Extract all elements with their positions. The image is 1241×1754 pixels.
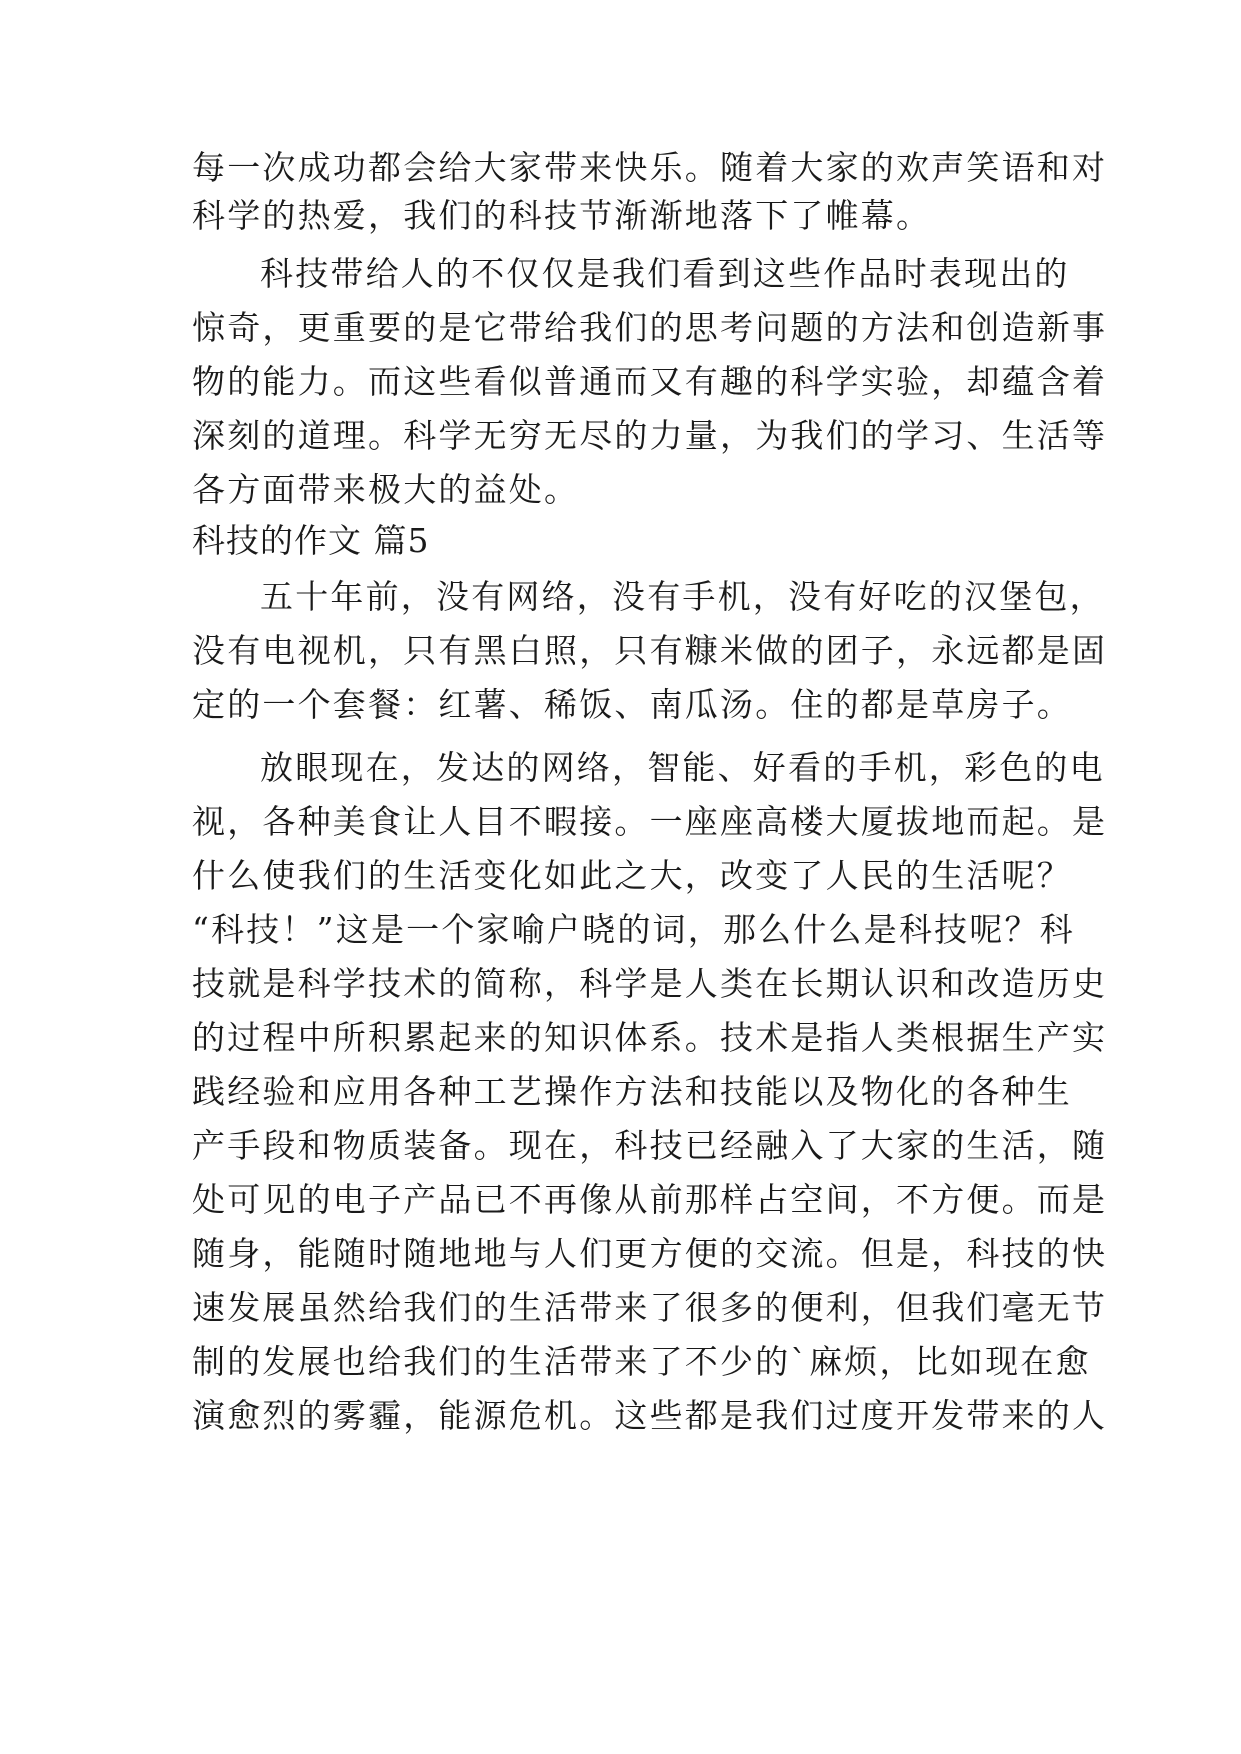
text-line: 的过程中所积累起来的知识体系。技术是指人类根据生产实 xyxy=(192,1018,1108,1057)
text-line: 什么使我们的生活变化如此之大，改变了人民的生活呢？ xyxy=(192,856,1072,895)
text-line: 放眼现在，发达的网络，智能、好看的手机，彩色的电 xyxy=(260,748,1105,787)
text-line: 五十年前，没有网络，没有手机，没有好吃的汉堡包， xyxy=(260,577,1105,616)
text-line: 处可见的电子产品已不再像从前那样占空间，不方便。而是 xyxy=(192,1180,1108,1219)
text-line: 每一次成功都会给大家带来快乐。随着大家的欢声笑语和对 xyxy=(192,148,1108,187)
text-line: 科技带给人的不仅仅是我们看到这些作品时表现出的 xyxy=(260,254,1070,293)
text-line: 践经验和应用各种工艺操作方法和技能以及物化的各种生 xyxy=(192,1072,1072,1111)
text-line: 技就是科学技术的简称，科学是人类在长期认识和改造历史 xyxy=(192,964,1108,1003)
text-line: 物的能力。而这些看似普通而又有趣的科学实验，却蕴含着 xyxy=(192,362,1108,401)
text-line: 科学的热爱，我们的科技节渐渐地落下了帷幕。 xyxy=(192,196,932,235)
text-line: 制的发展也给我们的生活带来了不少的`麻烦，比如现在愈 xyxy=(192,1342,1091,1381)
text-line: 视，各种美食让人目不暇接。一座座高楼大厦拔地而起。是 xyxy=(192,802,1108,841)
text-line: “科技！”这是一个家喻户晓的词，那么什么是科技呢？科 xyxy=(192,910,1075,949)
text-line: 演愈烈的雾霾，能源危机。这些都是我们过度开发带来的人 xyxy=(192,1396,1108,1435)
text-line: 惊奇，更重要的是它带给我们的思考问题的方法和创造新事 xyxy=(192,308,1108,347)
text-line: 定的一个套餐：红薯、稀饭、南瓜汤。住的都是草房子。 xyxy=(192,685,1072,724)
text-line: 没有电视机，只有黑白照，只有糠米做的团子，永远都是固 xyxy=(192,631,1108,670)
text-line: 随身，能随时随地地与人们更方便的交流。但是，科技的快 xyxy=(192,1234,1108,1273)
text-line: 各方面带来极大的益处。 xyxy=(192,470,580,509)
text-line: 产手段和物质装备。现在，科技已经融入了大家的生活，随 xyxy=(192,1126,1108,1165)
text-line: 深刻的道理。科学无穷无尽的力量，为我们的学习、生活等 xyxy=(192,416,1108,455)
section-heading: 科技的作文 篇5 xyxy=(192,521,430,560)
text-line: 速发展虽然给我们的生活带来了很多的便利，但我们毫无节 xyxy=(192,1288,1108,1327)
